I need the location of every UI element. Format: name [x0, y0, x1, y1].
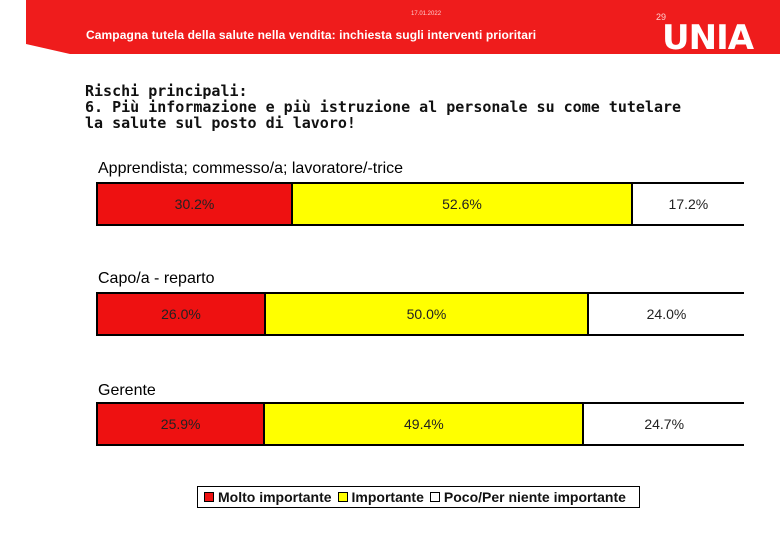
unia-logo: UNIA — [662, 18, 754, 58]
header-date: 17.01.2022 — [411, 11, 442, 17]
slide-title-line3: la salute sul posto di lavoro! — [85, 114, 356, 132]
chart-legend — [197, 486, 640, 508]
data-label-importante: 52.6% — [442, 196, 482, 212]
bar-segment-poco — [589, 294, 744, 334]
data-label-importante: 49.4% — [404, 416, 444, 432]
legend-label-poco: Poco/Per niente importante — [443, 489, 626, 505]
bar-segment-importante — [293, 184, 633, 224]
legend-item-importante — [338, 489, 424, 505]
bar-segment-poco — [584, 404, 744, 444]
data-label-molto: 25.9% — [160, 416, 201, 432]
legend-swatch-white — [430, 492, 440, 502]
slide-title-line2: 6. Più informazione e più istruzione al personale su come tutelare — [85, 98, 682, 116]
legend-item-poco — [430, 489, 626, 505]
legend-label-molto: Molto importante — [218, 489, 332, 505]
bar-segment-poco — [633, 184, 744, 224]
header-subtitle: Campagna tutela della salute nella vendita: inchiesta sugli interventi prioritari — [86, 28, 537, 42]
legend-swatch-yellow — [338, 492, 348, 502]
data-label-poco: 24.0% — [646, 306, 687, 322]
bar-segment-importante — [266, 294, 589, 334]
bar-segment-importante — [265, 404, 584, 444]
category-label-2: Capo/a - reparto — [98, 270, 215, 287]
stacked-bar-1 — [96, 182, 744, 226]
data-label-poco: 24.7% — [644, 416, 685, 432]
data-label-importante: 50.0% — [406, 306, 447, 322]
bar-segment-molto — [98, 404, 265, 444]
category-label-3: Gerente — [98, 382, 156, 399]
legend-item-molto — [204, 489, 332, 505]
data-label-molto: 26.0% — [161, 306, 201, 322]
bar-segment-molto — [98, 184, 293, 224]
data-label-poco: 17.2% — [668, 196, 709, 212]
legend-swatch-red — [204, 492, 214, 502]
stacked-bar-2 — [96, 292, 744, 336]
page-number: 29 — [656, 12, 667, 22]
stacked-bar-3 — [96, 402, 744, 446]
slide-title-line1: Rischi principali: — [85, 82, 248, 100]
data-label-molto: 30.2% — [174, 196, 215, 212]
bar-segment-molto — [98, 294, 266, 334]
category-label-1: Apprendista; commesso/a; lavoratore/-trice — [98, 160, 404, 177]
legend-label-importante: Importante — [351, 489, 424, 505]
slide-title — [85, 83, 775, 131]
